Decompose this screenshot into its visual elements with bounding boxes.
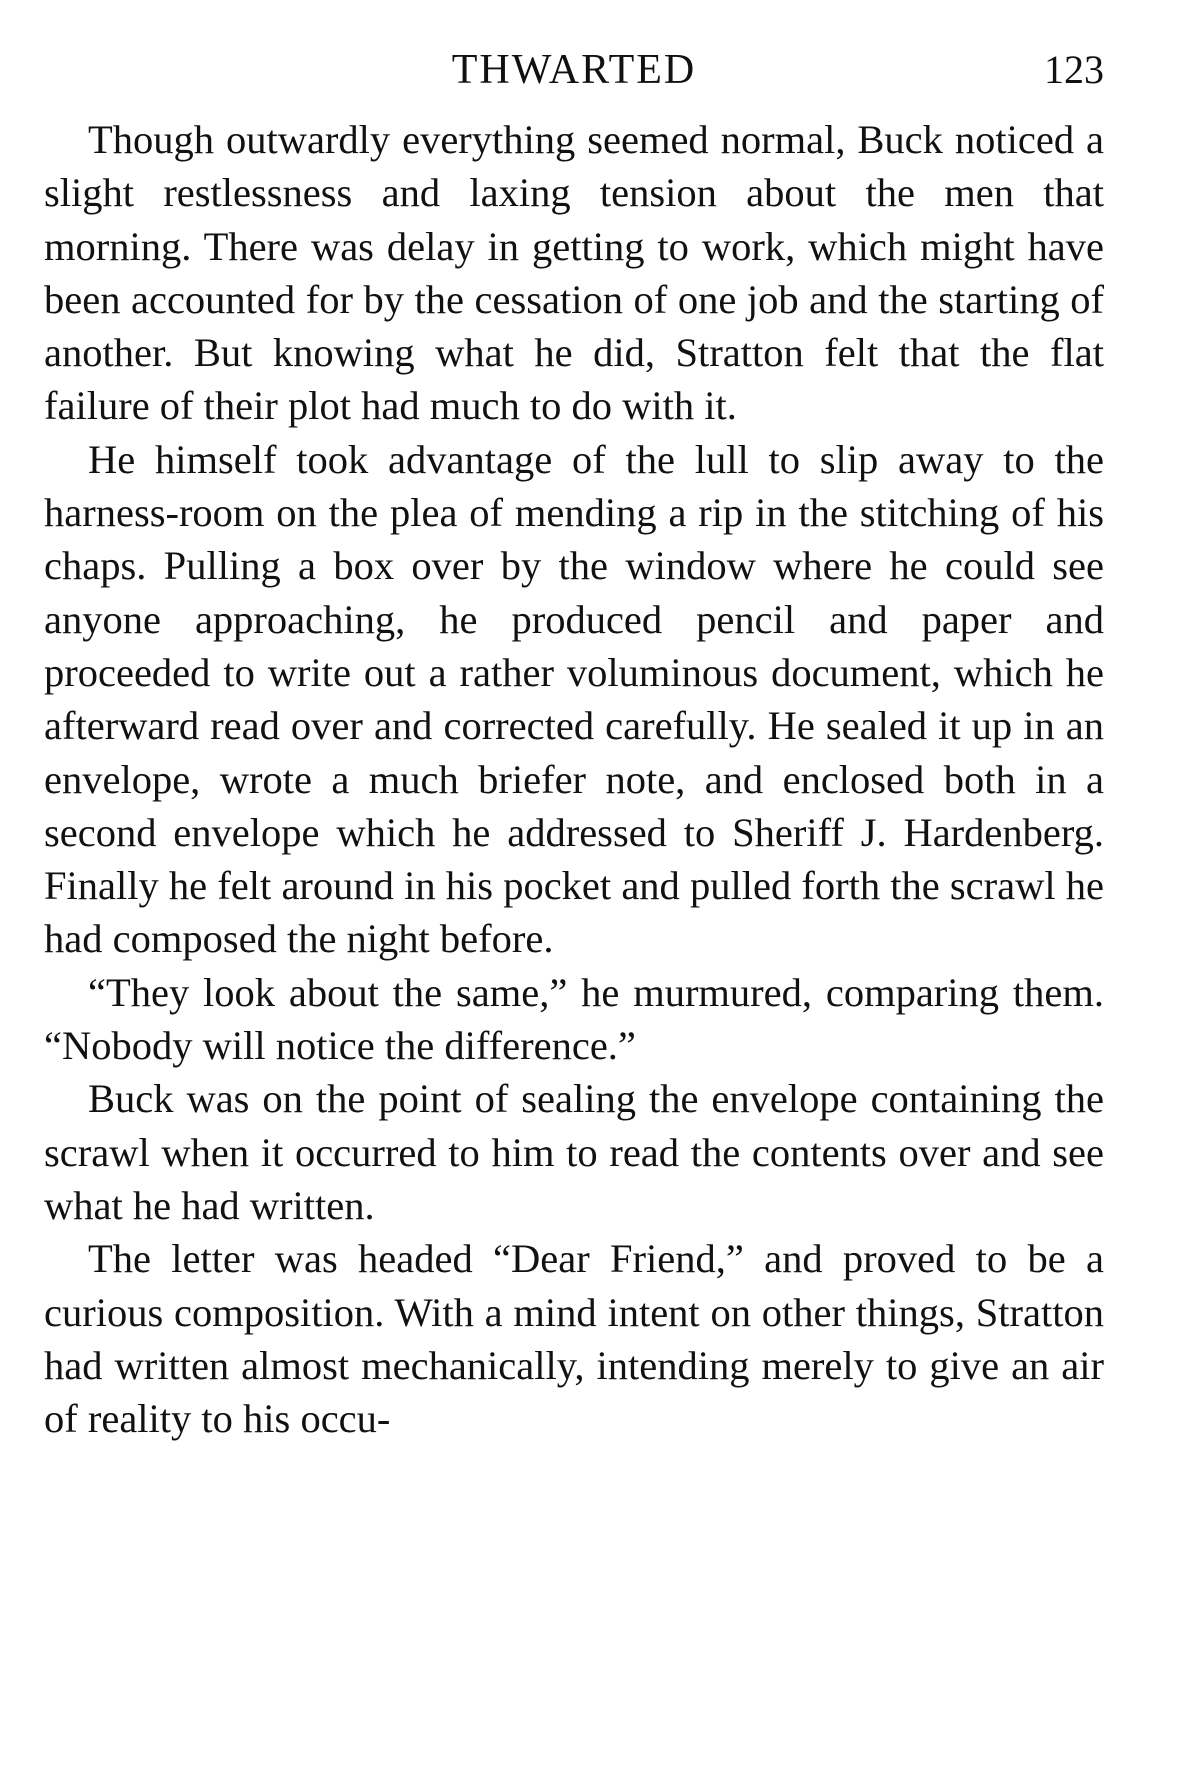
- paragraph-4: Buck was on the point of sealing the envelope containing the scrawl when it occurred to him to read the contents over and see what he had written.: [44, 1076, 1104, 1228]
- paragraph-1: Though outwardly everything seemed normal, Buck noticed a slight restlessness and laxing tension about the men that morning. There was delay in getting to work, which might have been accounted for by the cessation of one job and the starting of another. But knowing what he did, Stratton felt that the flat failure of their plot had much to do with it.: [44, 117, 1104, 429]
- page-number: 123: [1044, 47, 1104, 92]
- paragraph-2: He himself took advantage of the lull to slip away to the harness-room on the plea of mending a rip in the stitching of his chaps. Pulling a box over by the window where he could see anyone approaching, he produced pencil and paper and proceeded to write out a rather voluminous document, which he afterward read over and corrected carefully. He sealed it up in an envelope, wrote a much briefer note, and enclosed both in a second envelope which he addressed to Sheriff J. Hardenberg. Finally he felt around in his pocket and pulled forth the scrawl he had composed the night before.: [44, 436, 1104, 962]
- paragraph-3: “They look about the same,” he murmured, comparing them. “Nobody will notice the difference.”: [44, 969, 1104, 1069]
- running-head: [44, 40, 1104, 100]
- running-title: THWARTED: [451, 47, 697, 93]
- paragraph-5: The letter was headed “Dear Friend,” and proved to be a curious composition. With a mind intent on other things, Stratton had written almost mechanically, intending merely to give an air of reality to his occu-: [44, 1236, 1104, 1442]
- body-text: [44, 113, 1104, 1445]
